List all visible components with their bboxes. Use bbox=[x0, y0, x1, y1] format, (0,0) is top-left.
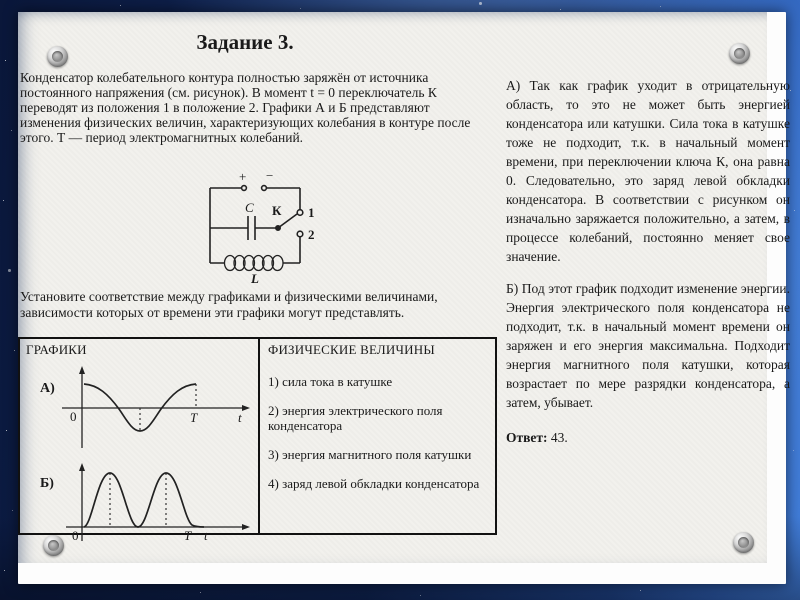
label-capacitor: C bbox=[245, 200, 254, 215]
label-position-2: 2 bbox=[308, 227, 315, 242]
quantity-item-4: 4) заряд левой обкладки конденсатора bbox=[268, 476, 480, 491]
starfield-background bbox=[0, 0, 1, 1]
graph-b bbox=[26, 457, 258, 547]
graphs-column bbox=[20, 339, 260, 543]
quantity-item-1: 1) сила тока в катушке bbox=[268, 374, 393, 389]
graph-b-x-arrow bbox=[242, 524, 250, 530]
switch-contact-1 bbox=[297, 210, 303, 216]
graph-b-t-mark: T bbox=[184, 528, 192, 543]
quantity-item-2: 2) энергия электрического поля конденсатора bbox=[268, 403, 443, 433]
switch-contact-2 bbox=[297, 231, 303, 237]
label-position-1: 1 bbox=[308, 205, 315, 220]
label-minus: − bbox=[266, 168, 274, 183]
graph-b-axis-label: t bbox=[204, 528, 208, 543]
quantities-column bbox=[260, 339, 495, 533]
corner-screw-bottom-right bbox=[733, 532, 754, 553]
circuit-diagram bbox=[192, 166, 328, 286]
page-title: Задание 3. bbox=[196, 30, 294, 54]
quantity-item-3: 3) энергия магнитного поля катушки bbox=[268, 447, 472, 462]
graphs-header: ГРАФИКИ bbox=[26, 342, 87, 357]
graph-a-t-mark: T bbox=[190, 410, 198, 425]
graph-b-y-arrow bbox=[79, 463, 85, 471]
solution-a-text: А) Так как график уходит в отрицательную область, то это не может быть энергией конденсатора или катушки. Сила тока в катушке тоже не подходит, т.к. в начальный момент времени, при переключении ключа К, она равна 0. Следовательно, это заряд левой обкладки конденсатора. В соответствии с рисунком он изначально заряжается положительно, а затем, в процессе колебаний, постоянно меняет свое значение. bbox=[506, 78, 790, 264]
solution-panel bbox=[506, 76, 790, 447]
graph-a-x-arrow bbox=[242, 405, 250, 411]
corner-screw-top-right bbox=[729, 43, 750, 64]
graph-a-zero: 0 bbox=[70, 409, 77, 424]
label-inductor: L bbox=[251, 271, 259, 286]
graph-b-curve bbox=[84, 473, 204, 527]
circuit-svg bbox=[192, 166, 328, 286]
graph-a bbox=[26, 358, 258, 452]
graph-b-zero: 0 bbox=[72, 528, 79, 543]
switch-pivot bbox=[276, 226, 280, 230]
answer-label: Ответ: bbox=[506, 430, 548, 445]
label-switch: К bbox=[272, 203, 282, 218]
inductor-coil bbox=[225, 256, 284, 271]
graph-a-y-arrow bbox=[79, 366, 85, 374]
label-plus: + bbox=[239, 169, 247, 184]
battery-terminal-minus bbox=[262, 186, 267, 191]
graph-a-label: А) bbox=[40, 381, 55, 396]
capacitor-plates bbox=[248, 216, 255, 240]
answer-line bbox=[506, 428, 790, 447]
solution-b-text: Б) Под этот график подходит изменение энергии. Энергия электрического поля конденсатора не подходит, т.к. в начальный момент времени он заряжен и его энергия максимальна. Подходит энергия магнитного поля катушки, которая возрастает по мере разрядки конденсатора, а затем, убывает. bbox=[506, 281, 790, 410]
graph-b-label: Б) bbox=[40, 476, 54, 491]
battery-terminal-plus bbox=[242, 186, 247, 191]
graph-a-axis-label: t bbox=[238, 410, 242, 425]
answer-value: 43. bbox=[550, 430, 568, 445]
problem-text: Конденсатор колебательного контура полностью заряжён от источника постоянного напряжения (см. рисунок). В момент t = 0 переключатель К переводят из положения 1 в положение 2. Графики А и Б представляют изменения физических величин, характеризующих колебания в контуре после этого. Т — период электромагнитных колебаний. bbox=[20, 70, 471, 145]
matching-table bbox=[18, 337, 497, 543]
quantities-header: ФИЗИЧЕСКИЕ ВЕЛИЧИНЫ bbox=[268, 342, 435, 357]
task-text: Установите соответствие между графиками и физическими величинами, зависимости которых от времени эти графики могут представлять. bbox=[20, 289, 438, 320]
